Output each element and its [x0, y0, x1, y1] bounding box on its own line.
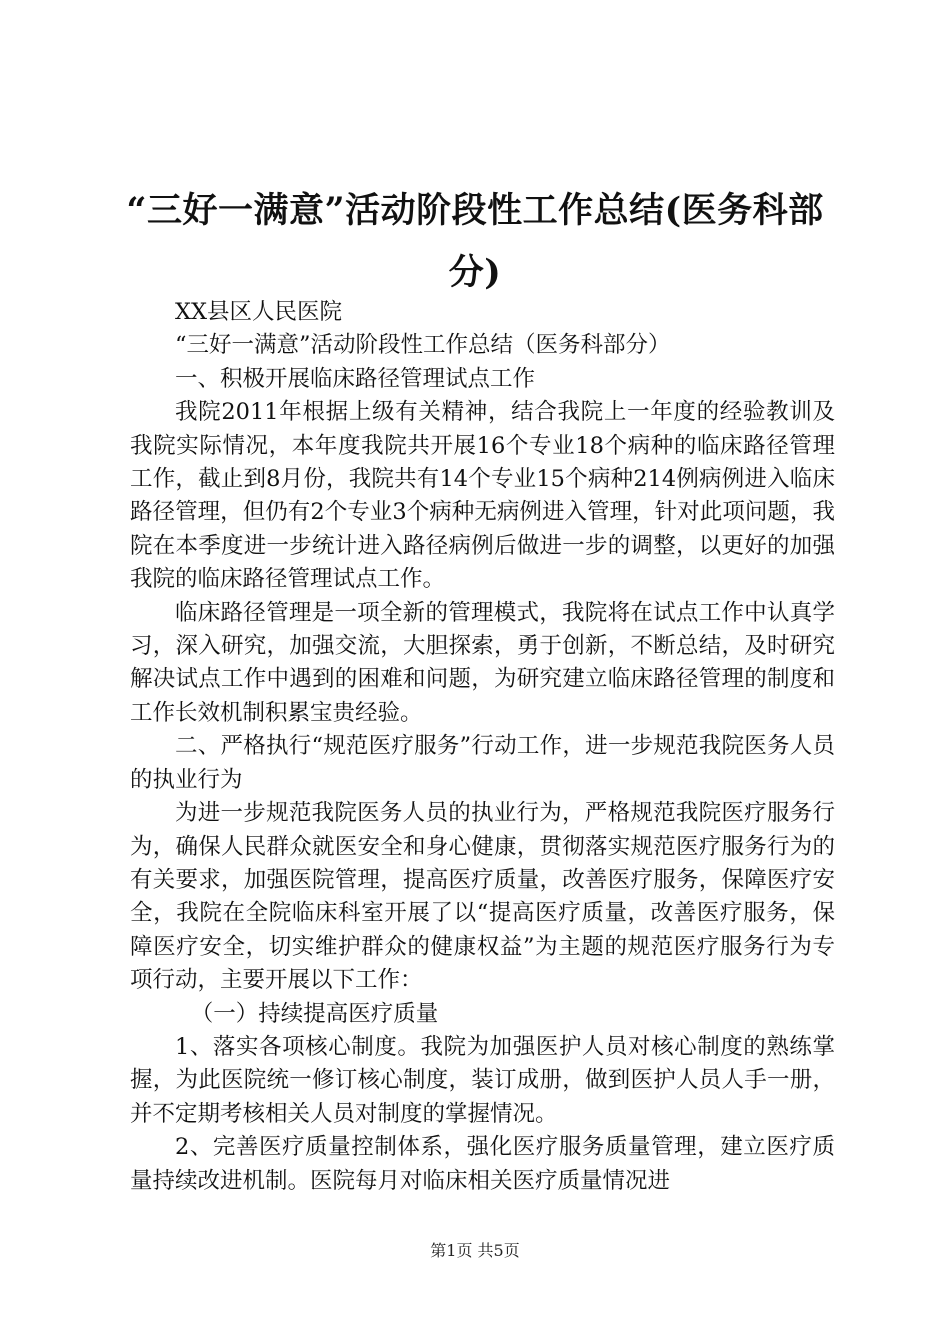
hospital-name: XX县区人民医院 [175, 299, 343, 325]
body-paragraph: 2、完善医疗质量控制体系，强化医疗服务质量管理，建立医疗质量持续改进机制。医院每月对临床相关医疗质量情况进 [130, 1134, 835, 1194]
section-heading-2: 二、严格执行“规范医疗服务”行动工作，进一步规范我院医务人员的执业行为 [130, 733, 835, 793]
page-footer: 第1页 共5页 [430, 1241, 520, 1260]
subtitle-line: “三好一满意”活动阶段性工作总结（医务科部分） [175, 332, 671, 359]
document-title: “三好一满意”活动阶段性工作总结(医务科部分) [126, 190, 824, 293]
body-paragraph: 我院2011年根据上级有关精神，结合我院上一年度的经验教训及我院实际情况，本年度我院共开展16个专业18个病种的临床路径管理工作，截止到8月份，我院共有14个专业15个病种214例病例进入临床路径管理，但仍有2个专业3个病种无病例进入管理，针对此项问题，我院在本季度进一步统计进入路径病例后做进一步的调整，以更好的加强我院的临床路径管理试点工作。 [130, 399, 835, 593]
section-heading-1: 一、积极开展临床路径管理试点工作 [175, 365, 536, 392]
body-paragraph: 为进一步规范我院医务人员的执业行为，严格规范我院医疗服务行为，确保人民群众就医安全和身心健康，贯彻落实规范医疗服务行为的有关要求，加强医院管理，提高医疗质量，改善医疗服务，保障医疗安全，我院在全院临床科室开展了以“提高医疗质量，改善医疗服务，保障医疗安全，切实维护群众的健康权益”为主题的规范医疗服务行为专项行动，主要开展以下工作： [130, 800, 835, 994]
body-paragraph: 临床路径管理是一项全新的管理模式，我院将在试点工作中认真学习，深入研究，加强交流，大胆探索，勇于创新，不断总结，及时研究解决试点工作中遇到的困难和问题，为研究建立临床路径管理的制度和工作长效机制积累宝贵经验。 [130, 599, 835, 726]
body-paragraph: 1、落实各项核心制度。我院为加强医护人员对核心制度的熟练掌握，为此医院统一修订核心制度，装订成册，做到医护人员人手一册，并不定期考核相关人员对制度的掌握情况。 [130, 1033, 835, 1127]
subsection-heading: （一）持续提高医疗质量 [190, 1000, 439, 1027]
document-body [130, 296, 835, 1198]
